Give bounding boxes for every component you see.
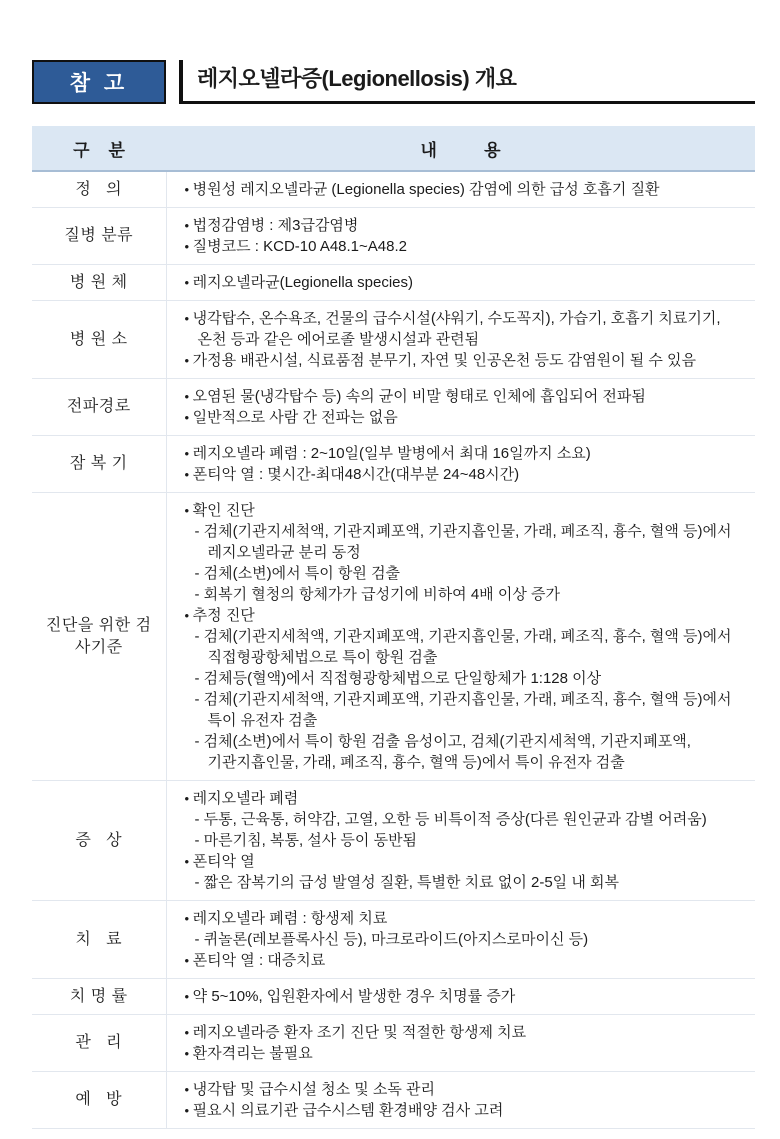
content-line-bullet: • 레지오넬라균(Legionella species) bbox=[178, 272, 750, 293]
table-row bbox=[32, 979, 755, 1015]
row-content-cell bbox=[166, 379, 755, 436]
row-category-label: 진단을 위한 검사기준 bbox=[32, 493, 166, 781]
content-line-dash: - 회복기 혈청의 항체가가 급성기에 비하여 4배 이상 증가 bbox=[178, 584, 750, 605]
table-body bbox=[32, 171, 755, 1129]
row-content-cell bbox=[166, 901, 755, 979]
column-header-category: 구 분 bbox=[32, 126, 166, 171]
content-line-bullet: • 확인 진단 bbox=[178, 500, 750, 521]
table-head bbox=[32, 126, 755, 171]
page-header bbox=[32, 60, 755, 104]
content-line-bullet: • 약 5~10%, 입원환자에서 발생한 경우 치명률 증가 bbox=[178, 986, 750, 1007]
row-category-label: 정 의 bbox=[32, 171, 166, 208]
table-row bbox=[32, 301, 755, 379]
content-line-bullet: • 냉각탑 및 급수시설 청소 및 소독 관리 bbox=[178, 1079, 750, 1100]
content-line-bullet: • 오염된 물(냉각탑수 등) 속의 균이 비말 형태로 인체에 흡입되어 전파됨 bbox=[178, 386, 750, 407]
content-line-bullet: • 일반적으로 사람 간 전파는 없음 bbox=[178, 407, 750, 428]
row-category-label: 관 리 bbox=[32, 1015, 166, 1072]
content-line-bullet: • 레지오넬라 폐렴 : 항생제 치료 bbox=[178, 908, 750, 929]
row-category-label: 병 원 소 bbox=[32, 301, 166, 379]
table-row bbox=[32, 208, 755, 265]
row-content-cell bbox=[166, 301, 755, 379]
content-line-dash: - 검체(소변)에서 특이 항원 검출 bbox=[178, 563, 750, 584]
row-category-label: 치 명 률 bbox=[32, 979, 166, 1015]
row-content-cell bbox=[166, 208, 755, 265]
table-row bbox=[32, 901, 755, 979]
content-line-bullet: • 환자격리는 불필요 bbox=[178, 1043, 750, 1064]
overview-table bbox=[32, 126, 755, 1129]
content-line-bullet: • 추정 진단 bbox=[178, 605, 750, 626]
content-line-bullet: • 냉각탑수, 온수욕조, 건물의 급수시설(샤워기, 수도꼭지), 가습기, 호흡기 치료기기, 온천 등과 같은 에어로졸 발생시설과 관련됨 bbox=[178, 308, 750, 350]
content-line-bullet: • 법정감염병 : 제3급감염병 bbox=[178, 215, 750, 236]
content-line-dash: - 짧은 잠복기의 급성 발열성 질환, 특별한 치료 없이 2-5일 내 회복 bbox=[178, 872, 750, 893]
row-category-label: 치 료 bbox=[32, 901, 166, 979]
content-line-dash: - 검체등(혈액)에서 직접형광항체법으로 단일항체가 1:128 이상 bbox=[178, 668, 750, 689]
content-line-dash: - 퀴놀론(레보플록사신 등), 마크로라이드(아지스로마이신 등) bbox=[178, 929, 750, 950]
content-line-bullet: • 병원성 레지오넬라균 (Legionella species) 감염에 의한 급성 호흡기 질환 bbox=[178, 179, 750, 200]
content-line-bullet: • 폰티악 열 bbox=[178, 851, 750, 872]
content-line-bullet: • 질병코드 : KCD-10 A48.1~A48.2 bbox=[178, 236, 750, 257]
content-line-dash: - 검체(기관지세척액, 기관지폐포액, 기관지흡인물, 가래, 폐조직, 흉수, 혈액 등)에서 직접형광항체법으로 특이 항원 검출 bbox=[178, 626, 750, 668]
row-content-cell bbox=[166, 493, 755, 781]
row-content-cell bbox=[166, 1015, 755, 1072]
table-row bbox=[32, 436, 755, 493]
table-row bbox=[32, 1072, 755, 1129]
row-category-label: 질병 분류 bbox=[32, 208, 166, 265]
content-line-dash: - 검체(기관지세척액, 기관지폐포액, 기관지흡인물, 가래, 폐조직, 흉수, 혈액 등)에서 특이 유전자 검출 bbox=[178, 689, 750, 731]
content-line-dash: - 마른기침, 복통, 설사 등이 동반됨 bbox=[178, 830, 750, 851]
row-content-cell bbox=[166, 781, 755, 901]
table-header-row bbox=[32, 126, 755, 171]
row-category-label: 증 상 bbox=[32, 781, 166, 901]
column-header-content: 내 용 bbox=[166, 126, 755, 171]
row-category-label: 전파경로 bbox=[32, 379, 166, 436]
title-rule bbox=[179, 60, 755, 104]
content-line-bullet: • 폰티악 열 : 몇시간-최대48시간(대부분 24~48시간) bbox=[178, 464, 750, 485]
content-line-dash: - 검체(소변)에서 특이 항원 검출 음성이고, 검체(기관지세척액, 기관지폐포액, 기관지흡인물, 가래, 폐조직, 흉수, 혈액 등)에서 특이 유전자 검출 bbox=[178, 731, 750, 773]
table-row bbox=[32, 1015, 755, 1072]
reference-badge: 참 고 bbox=[32, 60, 166, 104]
table-row bbox=[32, 171, 755, 208]
row-content-cell bbox=[166, 265, 755, 301]
row-category-label: 예 방 bbox=[32, 1072, 166, 1129]
content-line-dash: - 검체(기관지세척액, 기관지폐포액, 기관지흡인물, 가래, 폐조직, 흉수, 혈액 등)에서 레지오넬라균 분리 동정 bbox=[178, 521, 750, 563]
content-line-bullet: • 레지오넬라증 환자 조기 진단 및 적절한 항생제 치료 bbox=[178, 1022, 750, 1043]
row-content-cell bbox=[166, 979, 755, 1015]
content-line-bullet: • 레지오넬라 폐렴 : 2~10일(일부 발병에서 최대 16일까지 소요) bbox=[178, 443, 750, 464]
row-category-label: 병 원 체 bbox=[32, 265, 166, 301]
row-content-cell bbox=[166, 1072, 755, 1129]
table-row bbox=[32, 265, 755, 301]
content-line-dash: - 두통, 근육통, 허약감, 고열, 오한 등 비특이적 증상(다른 원인균과 감별 어려움) bbox=[178, 809, 750, 830]
content-line-bullet: • 필요시 의료기관 급수시스템 환경배양 검사 고려 bbox=[178, 1100, 750, 1121]
content-line-bullet: • 폰티악 열 : 대증치료 bbox=[178, 950, 750, 971]
content-line-bullet: • 가정용 배관시설, 식료품점 분무기, 자연 및 인공온천 등도 감염원이 될 수 있음 bbox=[178, 350, 750, 371]
table-row bbox=[32, 493, 755, 781]
table-row bbox=[32, 781, 755, 901]
row-category-label: 잠 복 기 bbox=[32, 436, 166, 493]
row-content-cell bbox=[166, 171, 755, 208]
content-line-bullet: • 레지오넬라 폐렴 bbox=[178, 788, 750, 809]
table-row bbox=[32, 379, 755, 436]
row-content-cell bbox=[166, 436, 755, 493]
page-title: 레지오넬라증(Legionellosis) 개요 bbox=[197, 66, 517, 91]
